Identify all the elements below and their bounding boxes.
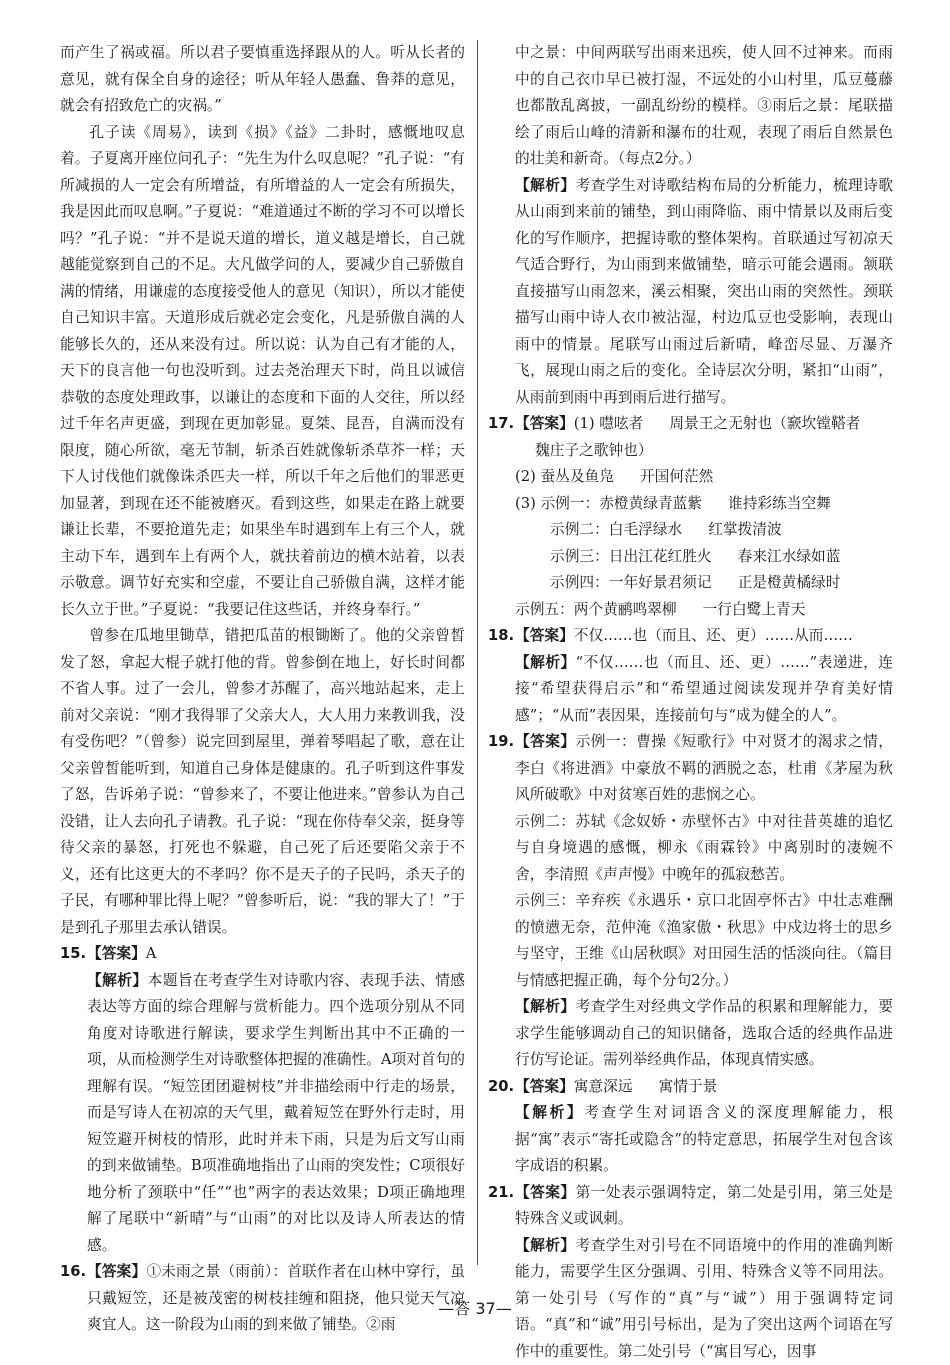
translation-paragraph: 孔子读《周易》，读到《损》《益》二卦时，感慨地叹息着。子夏离开座位问孔子：“先生为什么叹息呢？”孔子说：“有所减损的人一定会有所增益，有所增益的人一定会有所损失，我是因此而叹息啊。”子夏说：“难道通过不断的学习不可以增长吗？”孔子说：“并不是说天道的增长，道义越是增长，自己就越能觉察到自己的不足。大凡做学问的人，要减少自己骄傲自满的情绪，用谦虚的态度接受他人的意见（知识），所以才能使自己知识丰富。天道形成后就必定会变化，凡是骄傲自满的人能够长久的，还从来没有过。所以说：认为自己有才能的人，天下的良言他一句也没听到。过去尧治理天下时，尚且以诚信恭敬的态度处理政事，以谦让的态度和下面的人交往，所以经过千年名声更盛，到现在更加彰显。夏桀、昆吾，自满而没有限度，随心所欲，毫无节制，斩杀百姓就像斩杀草芥一样；天下人讨伐他们就像诛杀匹夫一样，所以千年之后他们的罪恶更加显著，到现在还不能被磨灭。看到这些，如果走在路上就要谦让长辈，不要抢道先走；如果坐车时遇到车上有三个人，就主动下车，遇到车上有两个人，就扶着前边的横木站着，以表示敬意。调节好充实和空虚，不要让自己骄傲自满，这样才能长久立于世。”子夏说：“我要记住这些话，并终身奉行。” — [60, 120, 465, 624]
question-15 — [60, 941, 465, 1259]
column-divider — [477, 40, 478, 1265]
answer-text: 寓意深远 — [574, 1078, 633, 1095]
analysis-tag: 【解析】 — [515, 654, 576, 671]
question-number: 15. — [60, 941, 86, 968]
analysis-text: 考查学生对经典文学作品的积累和理解能力，要求学生能够调动自己的知识储备，选取合适的经典作品进行仿写论证。需列举经典作品，体现真情实感。 — [515, 998, 893, 1068]
answer-text: 不仅……也（而且、还、更）……从而…… — [574, 627, 853, 644]
answer-text: 寓情于景 — [659, 1078, 718, 1095]
answer-line: (3) 示例一：赤橙黄绿青蓝紫 — [515, 495, 702, 512]
answer-text: 示例三：辛弃疾《永遇乐・京口北固亭怀古》中壮志难酬的愤懑无奈，范仲淹《渔家傲・秋思》中戍边将士的思乡与坚守，王维《山居秋暝》对田园生活的恬淡向往。（篇目与情感把握正确，每个分句2分。） — [515, 888, 893, 994]
question-number: 18. — [488, 623, 514, 650]
question-17 — [488, 411, 893, 623]
analysis-text: 本题旨在考查学生对诗歌内容、表现手法、情感表达等方面的综合理解与赏析能力。四个选项分别从不同角度对诗歌进行解读，要求学生判断出其中不正确的一项，从而检测学生对诗歌整体把握的准确性。A项对首句的理解有误。“短笠团团避树枝”并非描绘雨中行走的场景，而是写诗人在初凉的天气里，戴着短笠在野外行走时，用短笠避开树枝的情形，此时并未下雨，只是为后文写山雨的到来做铺垫。B项准确地指出了山雨的突发性；C项很好地分析了颈联中“任”“也”两字的表达效果；D项正确地理解了尾联中“新晴”与“山雨”的对比以及诗人所表达的情感。 — [87, 972, 465, 1254]
question-21 — [488, 1180, 893, 1365]
answer-line: 红掌拨清波 — [708, 521, 781, 538]
answer-tag: 【答案】 — [515, 415, 574, 432]
right-column — [488, 40, 893, 1365]
answer-tag: 【答案】 — [515, 733, 576, 750]
answer-line: 春来江水绿如蓝 — [738, 548, 841, 565]
question-16-continued — [488, 40, 893, 411]
answer-line: (2) 蚕丛及鱼凫 — [515, 468, 614, 485]
analysis-tag: 【解析】 — [515, 998, 576, 1015]
answer-line: (1) 嚖呟者 — [574, 415, 644, 432]
answer-line: 示例五：两个黄鹂鸣翠柳 — [515, 601, 677, 618]
answer-text: 示例一：曹操《短歌行》中对贤才的渴求之情，李白《将进酒》中豪放不羁的洒脱之态，杜甫《茅屋为秋风所破歌》中对贫寒百姓的悲悯之心。 — [515, 733, 893, 803]
answer-text: ①未雨之景（雨前）：首联作者在山林中穿行，虽只戴短笠，还是被茂密的树枝挂缠和阻挠，他只觉天气凉爽宜人。这一阶段为山雨的到来做了铺垫。②雨 — [87, 1263, 465, 1333]
translation-paragraph: 而产生了祸或福。所以君子要慎重选择跟从的人。听从长者的意见，就有保全自身的途径；听从年轻人愚蠢、鲁莽的意见，就会有招致危亡的灾祸。” — [60, 40, 465, 120]
answer-line: 开国何茫然 — [640, 468, 713, 485]
analysis-text: 考查学生对词语含义的深度理解能力，根据“寓”表示“寄托或隐含”的特定意思，拓展学生对包含该字成语的积累。 — [515, 1104, 893, 1174]
answer-tag: 【答案】 — [87, 945, 146, 962]
answer-tag: 【答案】 — [515, 1078, 574, 1095]
answer-tag: 【答案】 — [87, 1263, 146, 1280]
analysis-tag: 【解析】 — [515, 1104, 584, 1121]
analysis-tag: 【解析】 — [515, 1237, 576, 1254]
analysis-text: 考查学生对诗歌结构布局的分析能力，梳理诗歌从山雨到来前的铺垫，到山雨降临、雨中情景以及雨后变化的写作顺序，把握诗歌的整体架构。首联通过写初凉天气适合野行，为山雨到来做铺垫，暗示可能会遇雨。颔联直接描写山雨忽来，溪云相聚，突出山雨的突然性。颈联描写山雨中诗人衣巾被沾湿，村边瓜豆也受影响，表现山雨中的情景。尾联写山雨过后新晴，峰峦尽显、万瀑齐飞，展现山雨之后的变化。全诗层次分明，紧扣“山雨”，从雨前到雨中再到雨后进行描写。 — [515, 177, 893, 406]
left-column — [60, 40, 465, 1339]
answer-line: 魏庄子之歌钟也） — [535, 442, 653, 459]
analysis-tag: 【解析】 — [515, 177, 576, 194]
question-number: 17. — [488, 411, 514, 438]
answer-tag: 【答案】 — [515, 1184, 576, 1201]
answer-text: 示例二：苏轼《念奴娇・赤壁怀古》中对往昔英雄的追忆与自身境遇的感慨，柳永《雨霖铃》中离别时的凄婉不舍，李清照《声声慢》中晚年的孤寂愁苦。 — [515, 809, 893, 889]
answer-text: A — [146, 945, 157, 962]
question-20 — [488, 1074, 893, 1180]
answer-text: 第一处表示强调特定，第二处是引用，第三处是特殊含义或讽刺。 — [515, 1184, 893, 1228]
page-number: —答 37— — [0, 1296, 950, 1319]
answer-line: 一行白鹭上青天 — [703, 601, 806, 618]
answer-line: 周景王之无射也（窾坎镗鞳者 — [669, 415, 860, 432]
answer-line: 示例二：白毛浮绿水 — [550, 521, 682, 538]
translation-paragraph: 曾参在瓜地里锄草，错把瓜苗的根锄断了。他的父亲曾皙发了怒，拿起大棍子就打他的背。曾参倒在地上，好长时间都不省人事。过了一会儿，曾参才苏醒了，高兴地站起来，走上前对父亲说：“刚才我得罪了父亲大人，大人用力来教训我，没有受伤吧？”（曾参）说完回到屋里，弹着琴唱起了歌，意在让父亲曾皙能听到，知道自己身体是健康的。孔子听到这件事发了怒，告诉弟子说：“曾参来了，不要让他进来。”曾参认为自己没错，让人去向孔子请教。孔子说：“现在你侍奉父亲，挺身等待父亲的暴怒，打死也不躲避，自己死了后还要陷父亲于不义，还有比这更大的不孝吗？你不是天子的子民吗，杀天子的子民，有哪种罪比得上呢？”曾参听后，说：“我的罪大了！”于是到孔子那里去承认错误。 — [60, 623, 465, 941]
analysis-tag: 【解析】 — [87, 972, 148, 989]
answer-line: 正是橙黄橘绿时 — [738, 574, 841, 591]
question-18 — [488, 623, 893, 729]
question-number: 16. — [60, 1259, 86, 1286]
question-19 — [488, 729, 893, 1074]
analysis-text: 考查学生对引号在不同语境中的作用的准确判断能力，需要学生区分强调、引用、特殊含义等不同用法。第一处引号（写作的“真”与“诚”）用于强调特定词语。“真”和“诚”用引号标出，是为了突出这两个词语在写作中的重要性。第二处引号（“寓目写心，因事 — [515, 1237, 893, 1360]
analysis-text: “不仅……也（而且、还、更）……”表递进，连接“希望获得启示”和“希望通过阅读发现并孕育美好情感”；“从而”表因果，连接前句与“成为健全的人”。 — [515, 654, 893, 724]
question-number: 20. — [488, 1074, 514, 1101]
answer-tag: 【答案】 — [515, 627, 574, 644]
answer-line: 示例三：日出江花红胜火 — [550, 548, 712, 565]
answer-line: 示例四：一年好景君须记 — [550, 574, 712, 591]
answer-line: 谁持彩练当空舞 — [728, 495, 831, 512]
question-number: 19. — [488, 729, 514, 756]
answer-text: 中之景：中间两联写出雨来迅疾，使人回不过神来。而雨中的自己衣巾早已被打湿，不远处的小山村里，瓜豆蔓藤也都散乱离披，一副乱纷纷的模样。③雨后之景：尾联描绘了雨后山峰的清新和瀑布的壮观，表现了雨后自然景色的壮美和新奇。（每点2分。） — [515, 40, 893, 173]
question-number: 21. — [488, 1180, 514, 1207]
